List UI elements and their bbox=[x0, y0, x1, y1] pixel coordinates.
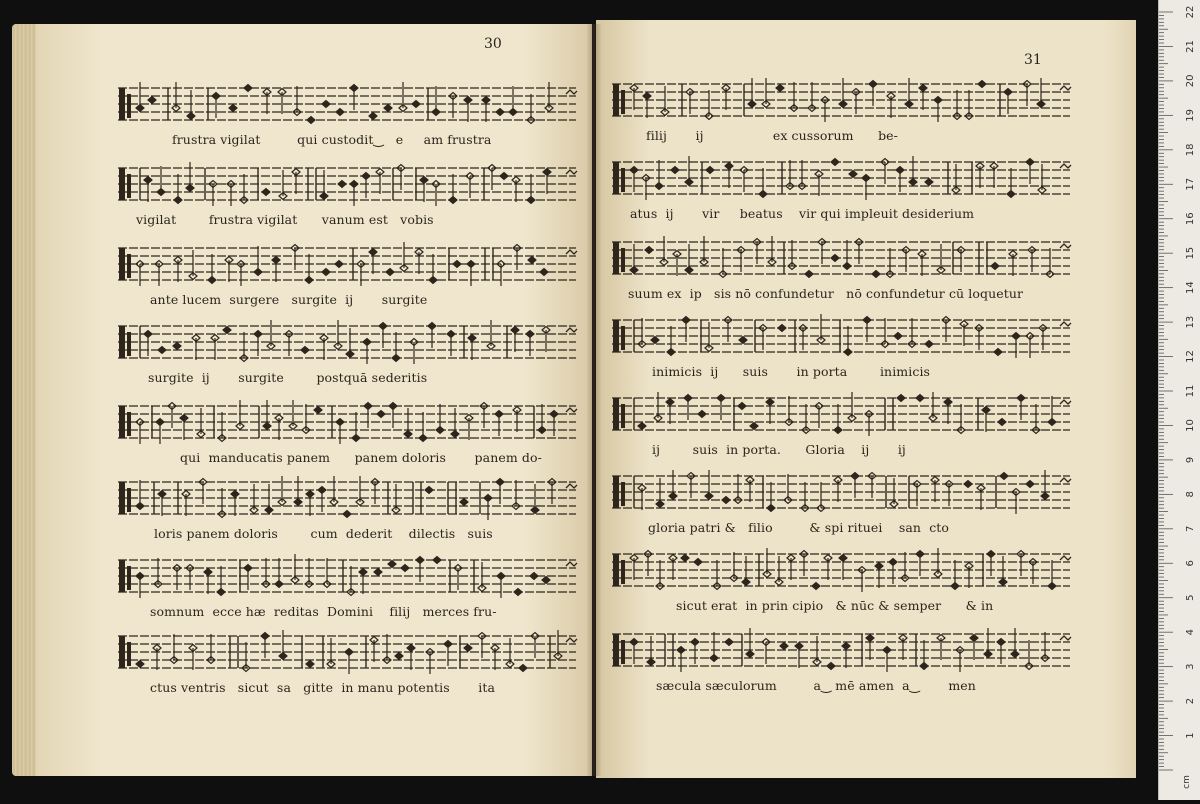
music-staff bbox=[612, 76, 1082, 132]
music-staff bbox=[118, 474, 588, 530]
lyric-line: ctus ventris sicut sa gitte in manu potentis ita bbox=[150, 680, 496, 695]
music-system bbox=[612, 234, 1068, 304]
ruler-ticks bbox=[1159, 0, 1200, 800]
lyric-line: sæcula sæculorum a‿ mē amen a‿ men bbox=[656, 678, 976, 693]
ruler-number: 10 bbox=[1185, 419, 1196, 432]
lyric-line: gloria patri & filio & spi rituei san cto bbox=[648, 520, 950, 535]
music-system bbox=[118, 318, 574, 388]
left-page-number: 30 bbox=[484, 36, 502, 52]
music-staff bbox=[118, 398, 588, 454]
music-staff bbox=[612, 154, 1082, 210]
music-staff bbox=[612, 312, 1082, 368]
music-staff bbox=[118, 240, 588, 296]
lyric-line: inimicis ij suis in porta inimicis bbox=[652, 364, 931, 379]
music-staff bbox=[612, 546, 1082, 602]
ruler-number: 16 bbox=[1185, 212, 1196, 226]
music-staff bbox=[118, 552, 588, 608]
music-system bbox=[118, 474, 574, 544]
music-system bbox=[118, 160, 574, 230]
ruler-number: 7 bbox=[1185, 525, 1196, 533]
ruler-number: 4 bbox=[1185, 628, 1196, 636]
music-system bbox=[612, 546, 1068, 616]
ruler-number: 9 bbox=[1185, 456, 1196, 464]
ruler-number: 22 bbox=[1185, 5, 1196, 19]
lyric-line: loris panem doloris cum dederit dilectis suis bbox=[154, 526, 493, 541]
ruler-number: 1 bbox=[1185, 732, 1196, 739]
music-system bbox=[118, 628, 574, 698]
ruler-number: 18 bbox=[1185, 143, 1196, 157]
lyric-line: atus ij vir beatus vir qui impleuit desiderium bbox=[630, 206, 975, 221]
music-staff bbox=[118, 160, 588, 216]
music-system bbox=[612, 312, 1068, 382]
lyric-line: somnum ecce hæ reditas Domini filij merces fru- bbox=[150, 604, 497, 619]
music-staff bbox=[118, 318, 588, 374]
music-system bbox=[118, 398, 574, 468]
music-staff bbox=[612, 390, 1082, 446]
ruler-unit-label: cm bbox=[1182, 775, 1192, 789]
ruler-number: 19 bbox=[1185, 108, 1196, 122]
book-page-edges bbox=[12, 24, 38, 776]
lyric-line: suum ex ip sis nō confundetur nō confundetur cū loquetur bbox=[628, 286, 1024, 301]
music-system bbox=[612, 154, 1068, 224]
ruler-number: 2 bbox=[1185, 697, 1196, 705]
ruler-number: 3 bbox=[1185, 663, 1196, 670]
ruler-number: 13 bbox=[1185, 315, 1196, 329]
ruler-number: 21 bbox=[1185, 40, 1196, 53]
lyric-line: qui manducatis panem panem doloris panem do- bbox=[180, 450, 542, 465]
ruler-number: 8 bbox=[1185, 491, 1196, 498]
music-staff bbox=[612, 468, 1082, 524]
ruler-number: 20 bbox=[1185, 74, 1196, 88]
ruler-number: 15 bbox=[1185, 246, 1196, 260]
ruler-number: 5 bbox=[1185, 594, 1196, 601]
music-system bbox=[612, 76, 1068, 146]
music-staff bbox=[612, 626, 1082, 682]
lyric-line: ante lucem surgere surgite ij surgite bbox=[150, 292, 428, 307]
lyric-line: surgite ij surgite postquā sederitis bbox=[148, 370, 428, 385]
ruler-number: 17 bbox=[1185, 177, 1196, 191]
lyric-line: ij suis in porta. Gloria ij ij bbox=[652, 442, 906, 457]
lyric-line: vigilat frustra vigilat vanum est vobis bbox=[136, 212, 434, 227]
right-page-number: 31 bbox=[1024, 52, 1042, 68]
music-staff bbox=[118, 628, 588, 684]
ruler-number: 11 bbox=[1185, 384, 1196, 398]
ruler-number: 12 bbox=[1185, 350, 1196, 363]
music-system bbox=[612, 390, 1068, 460]
ruler-number: 14 bbox=[1185, 281, 1196, 295]
music-staff bbox=[118, 80, 588, 136]
music-system bbox=[612, 626, 1068, 696]
ruler-number: 6 bbox=[1185, 560, 1196, 567]
lyric-line: filij ij ex cussorum be- bbox=[646, 128, 898, 143]
music-system bbox=[118, 552, 574, 622]
music-staff bbox=[612, 234, 1082, 290]
measuring-ruler bbox=[1158, 0, 1200, 800]
music-system bbox=[118, 80, 574, 150]
lyric-line: frustra vigilat qui custodit‿ e am frustra bbox=[172, 132, 492, 147]
lyric-line: sicut erat in prin cipio & nūc & semper & in bbox=[676, 598, 994, 613]
music-system bbox=[118, 240, 574, 310]
music-system bbox=[612, 468, 1068, 538]
